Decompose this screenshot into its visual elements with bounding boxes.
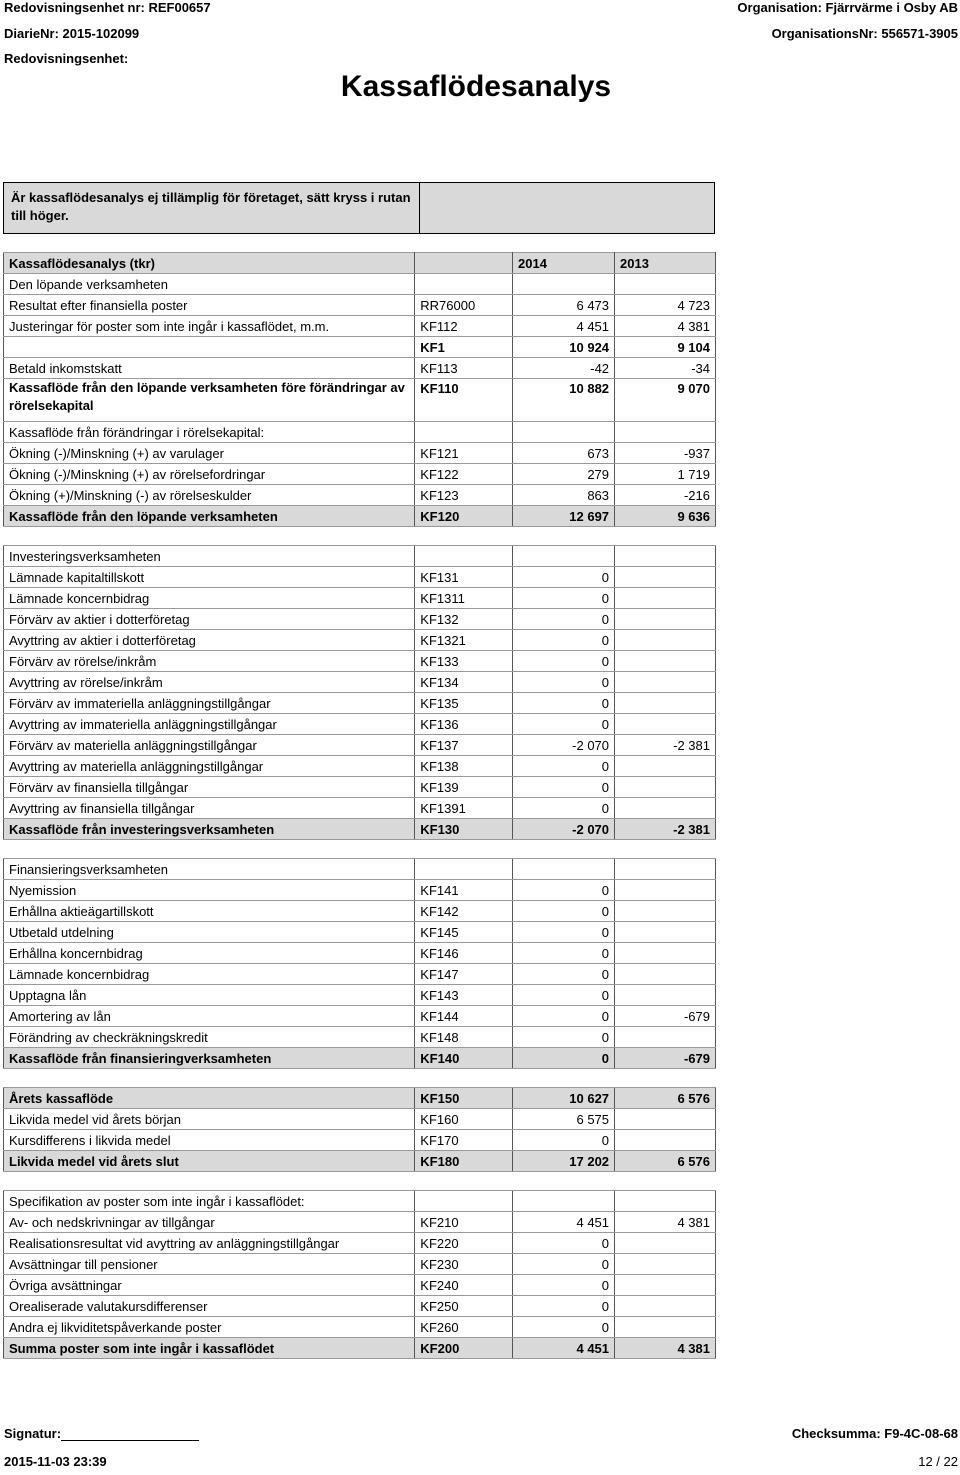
table-row: Nyemission KF141 0 [4, 880, 716, 901]
table-row: Den löpande verksamheten [4, 274, 716, 295]
unit-label: Redovisningsenhet: [4, 51, 129, 66]
table-row: Kursdifferens i likvida medel KF170 0 [4, 1130, 716, 1151]
year-2014-header: 2014 [513, 253, 615, 274]
page-number: 12 / 22 [918, 1454, 958, 1469]
table-row: Summa poster som inte ingår i kassaflödet KF200 4 451 4 381 [4, 1338, 716, 1359]
not-applicable-question-text: Är kassaflödesanalys ej tillämplig för företaget, sätt kryss i rutan till höger. [7, 183, 420, 233]
table-row: Lämnade koncernbidrag KF1311 0 [4, 588, 716, 609]
spacer-row [4, 840, 716, 859]
table-row: Avyttring av immateriella anläggningstillgångar KF136 0 [4, 714, 716, 735]
table-row: Förvärv av aktier i dotterföretag KF132 0 [4, 609, 716, 630]
table-row: Ökning (-)/Minskning (+) av varulager KF121 673 -937 [4, 443, 716, 464]
signature-label: Signatur: [4, 1426, 62, 1441]
table-row: Finansieringsverksamheten [4, 859, 716, 880]
table-row: Lämnade kapitaltillskott KF131 0 [4, 567, 716, 588]
table-row: Årets kassaflöde KF150 10 627 6 576 [4, 1088, 716, 1109]
table-row: Kassaflöde från den löpande verksamheten KF120 12 697 9 636 [4, 506, 716, 527]
diarie-number: DiarieNr: 2015-102099 [4, 26, 140, 41]
table-row: Lämnade koncernbidrag KF147 0 [4, 964, 716, 985]
table-title: Kassaflödesanalys (tkr) [4, 253, 415, 274]
not-applicable-question [3, 182, 715, 234]
table-row: Utbetald utdelning KF145 0 [4, 922, 716, 943]
table-row: Orealiserade valutakursdifferenser KF250 0 [4, 1296, 716, 1317]
spacer-row [4, 1172, 716, 1191]
table-row: Justeringar för poster som inte ingår i kassaflödet, m.m. KF112 4 451 4 381 [4, 316, 716, 337]
page-title: Kassaflödesanalys [340, 70, 612, 103]
table-row: Förvärv av finansiella tillgångar KF139 0 [4, 777, 716, 798]
table-row: Förvärv av rörelse/inkråm KF133 0 [4, 651, 716, 672]
table-row: Resultat efter finansiella poster RR76000 6 473 4 723 [4, 295, 716, 316]
table-row: Förvärv av materiella anläggningstillgångar KF137 -2 070 -2 381 [4, 735, 716, 756]
checksum: Checksumma: F9-4C-08-68 [791, 1426, 958, 1441]
table-row: Kassaflöde från investeringsverksamheten KF130 -2 070 -2 381 [4, 819, 716, 840]
table-row: Amortering av lån KF144 0 -679 [4, 1006, 716, 1027]
table-row: Erhållna aktieägartillskott KF142 0 [4, 901, 716, 922]
table-row: Betald inkomstskatt KF113 -42 -34 [4, 358, 716, 379]
table-row: Avyttring av rörelse/inkråm KF134 0 [4, 672, 716, 693]
organisation-name: Organisation: Fjärrvärme i Osby AB [737, 0, 958, 15]
table-row: Andra ej likviditetspåverkande poster KF260 0 [4, 1317, 716, 1338]
table-row: Ökning (-)/Minskning (+) av rörelsefordringar KF122 279 1 719 [4, 464, 716, 485]
table-header-row [4, 253, 716, 274]
year-2013-header: 2013 [615, 253, 716, 274]
table-row: Avsättningar till pensioner KF230 0 [4, 1254, 716, 1275]
organisation-number: OrganisationsNr: 556571-3905 [771, 26, 958, 41]
table-row: KF1 10 924 9 104 [4, 337, 716, 358]
cashflow-table [3, 252, 716, 1359]
table-row: Förvärv av immateriella anläggningstillgångar KF135 0 [4, 693, 716, 714]
table-row: Specifikation av poster som inte ingår i kassaflödet: [4, 1191, 716, 1212]
signature-field [4, 1426, 199, 1441]
spacer-row [4, 1069, 716, 1088]
table-row: Likvida medel vid årets slut KF180 17 202 6 576 [4, 1151, 716, 1172]
table-row: Av- och nedskrivningar av tillgångar KF210 4 451 4 381 [4, 1212, 716, 1233]
print-datetime: 2015-11-03 23:39 [4, 1454, 107, 1469]
table-row: Avyttring av finansiella tillgångar KF1391 0 [4, 798, 716, 819]
table-row: Avyttring av materiella anläggningstillgångar KF138 0 [4, 756, 716, 777]
table-row: Förändring av checkräkningskredit KF148 0 [4, 1027, 716, 1048]
table-row: Upptagna lån KF143 0 [4, 985, 716, 1006]
table-row: Övriga avsättningar KF240 0 [4, 1275, 716, 1296]
spacer-row [4, 527, 716, 546]
table-row: Erhållna koncernbidrag KF146 0 [4, 943, 716, 964]
signature-line [61, 1427, 199, 1441]
table-row: Realisationsresultat vid avyttring av anläggningstillgångar KF220 0 [4, 1233, 716, 1254]
table-row: Ökning (+)/Minskning (-) av rörelseskulder KF123 863 -216 [4, 485, 716, 506]
table-row: Likvida medel vid årets början KF160 6 575 [4, 1109, 716, 1130]
unit-number: Redovisningsenhet nr: REF00657 [4, 0, 211, 15]
table-row: Kassaflöde från finansieringverksamheten KF140 0 -679 [4, 1048, 716, 1069]
table-row: Investeringsverksamheten [4, 546, 716, 567]
table-row: Kassaflöde från den löpande verksamheten före förändringar av rörelsekapital KF110 10 882 9 070 [4, 379, 716, 422]
not-applicable-checkbox[interactable] [420, 183, 714, 233]
table-row: Avyttring av aktier i dotterföretag KF1321 0 [4, 630, 716, 651]
table-row: Kassaflöde från förändringar i rörelsekapital: [4, 422, 716, 443]
